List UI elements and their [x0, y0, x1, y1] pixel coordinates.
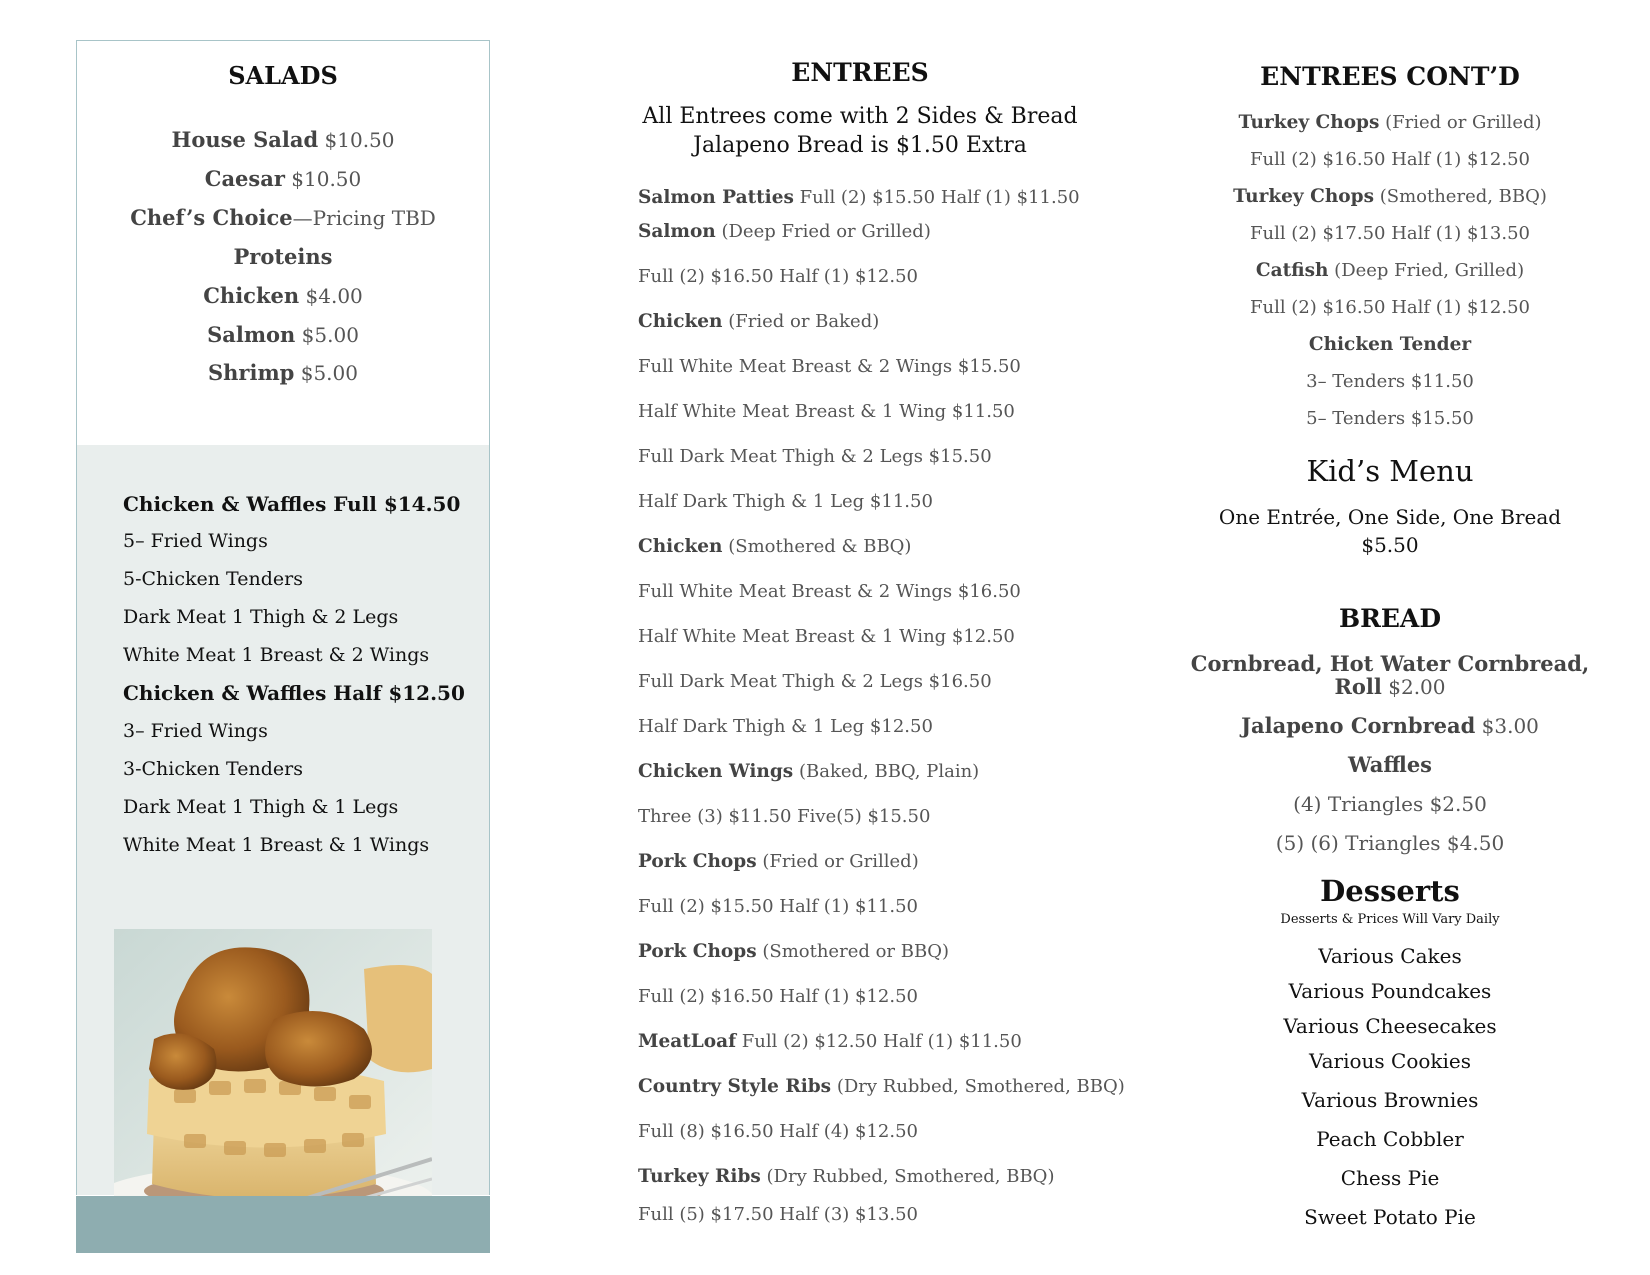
cw-half-heading: Chicken & Waffles Half $12.50	[123, 681, 465, 705]
bread-item-roll: Roll $2.00	[1334, 674, 1446, 699]
left-panel	[76, 40, 490, 1253]
entrees-contd-title: ENTREES CONT’D	[1260, 62, 1520, 91]
kids-menu-description: One Entrée, One Side, One Bread	[1218, 505, 1562, 529]
entree-line: Full (2) $16.50 Half (1) $12.50	[638, 986, 919, 1007]
dessert-item: Various Cookies	[1308, 1049, 1472, 1073]
salad-item-house: House Salad $10.50	[171, 127, 395, 152]
entree-contd-line: Turkey Chops (Smothered, BBQ)	[1233, 186, 1547, 207]
protein-chicken: Chicken $4.00	[203, 283, 363, 308]
entree-line: Half Dark Thigh & 1 Leg $12.50	[638, 716, 933, 737]
waffles-heading: Waffles	[1348, 752, 1432, 777]
entree-line: Half White Meat Breast & 1 Wing $11.50	[638, 401, 1015, 422]
cw-line: Dark Meat 1 Thigh & 1 Legs	[123, 796, 399, 818]
entree-line: Chicken (Smothered & BBQ)	[638, 536, 912, 557]
cw-line: 5– Fried Wings	[123, 530, 268, 552]
chicken-and-waffles-photo	[114, 929, 432, 1226]
bread-title: BREAD	[1338, 604, 1442, 633]
dessert-item: Peach Cobbler	[1316, 1127, 1464, 1151]
entree-line: Pork Chops (Fried or Grilled)	[638, 851, 919, 872]
dessert-item: Various Cakes	[1318, 944, 1462, 968]
entree-line: Country Style Ribs (Dry Rubbed, Smothered, BBQ)	[638, 1076, 1125, 1097]
desserts-note: Desserts & Prices Will Vary Daily	[1280, 912, 1500, 927]
entree-line: Turkey Ribs (Dry Rubbed, Smothered, BBQ)	[638, 1166, 1055, 1187]
entree-contd-line: Full (2) $16.50 Half (1) $12.50	[1249, 149, 1530, 170]
salad-item-chefs-choice: Chef’s Choice—Pricing TBD	[130, 205, 436, 230]
protein-shrimp: Shrimp $5.00	[207, 360, 358, 385]
entree-line: Full White Meat Breast & 2 Wings $15.50	[638, 356, 1021, 377]
entree-line: MeatLoaf Full (2) $12.50 Half (1) $11.50	[638, 1031, 1022, 1052]
entree-line: Full (5) $17.50 Half (3) $13.50	[638, 1204, 919, 1225]
entree-line: Full (2) $15.50 Half (1) $11.50	[638, 896, 919, 917]
entree-contd-line: Full (2) $17.50 Half (1) $13.50	[1249, 223, 1530, 244]
salad-proteins-heading: Proteins	[233, 244, 333, 269]
dessert-item: Chess Pie	[1340, 1166, 1440, 1190]
entrees-subtitle-sides: All Entrees come with 2 Sides & Bread	[642, 104, 1078, 129]
entree-line: Chicken Wings (Baked, BBQ, Plain)	[638, 761, 980, 782]
entrees-title: ENTREES	[791, 58, 929, 87]
dessert-item: Various Cheesecakes	[1283, 1014, 1497, 1038]
entree-line: Half Dark Thigh & 1 Leg $11.50	[638, 491, 933, 512]
kids-menu-price: $5.50	[1361, 533, 1419, 557]
cw-line: White Meat 1 Breast & 1 Wings	[123, 834, 430, 856]
entree-line: Half White Meat Breast & 1 Wing $12.50	[638, 626, 1015, 647]
waffles-option: (4) Triangles $2.50	[1293, 792, 1487, 816]
entree-line: Full (8) $16.50 Half (4) $12.50	[638, 1121, 919, 1142]
cw-line: 3-Chicken Tenders	[123, 758, 303, 780]
footer-band	[76, 1196, 490, 1253]
entree-contd-line: Full (2) $16.50 Half (1) $12.50	[1249, 297, 1530, 318]
bread-item-jalapeno: Jalapeno Cornbread $3.00	[1241, 713, 1539, 738]
protein-salmon: Salmon $5.00	[207, 322, 359, 347]
cw-line: 5-Chicken Tenders	[123, 568, 303, 590]
entree-line: Full (2) $16.50 Half (1) $12.50	[638, 266, 919, 287]
salads-section	[76, 40, 490, 446]
cw-line: Dark Meat 1 Thigh & 2 Legs	[123, 606, 399, 628]
cw-line: White Meat 1 Breast & 2 Wings	[123, 644, 430, 666]
entree-contd-line: 5– Tenders $15.50	[1306, 408, 1474, 429]
entree-line: Salmon (Deep Fried or Grilled)	[638, 221, 931, 242]
entree-line: Full Dark Meat Thigh & 2 Legs $15.50	[638, 446, 992, 467]
entree-line: Full Dark Meat Thigh & 2 Legs $16.50	[638, 671, 992, 692]
cw-full-heading: Chicken & Waffles Full $14.50	[123, 492, 461, 516]
entree-line: Salmon Patties Full (2) $15.50 Half (1) $11.50	[638, 187, 1080, 208]
waffles-option: (5) (6) Triangles $4.50	[1275, 831, 1505, 855]
dessert-item: Sweet Potato Pie	[1304, 1205, 1476, 1229]
dessert-item: Various Brownies	[1301, 1088, 1479, 1112]
entree-contd-line: Turkey Chops (Fried or Grilled)	[1238, 112, 1542, 133]
kids-menu-title: Kid’s Menu	[1306, 454, 1474, 488]
entree-line: Three (3) $11.50 Five(5) $15.50	[638, 806, 931, 827]
desserts-title: Desserts	[1320, 874, 1460, 908]
entree-line: Chicken (Fried or Baked)	[638, 311, 880, 332]
entrees-subtitle-jalapeno: Jalapeno Bread is $1.50 Extra	[693, 133, 1027, 158]
bread-item-cornbread: Cornbread, Hot Water Cornbread,	[1190, 651, 1590, 676]
entree-line: Full White Meat Breast & 2 Wings $16.50	[638, 581, 1021, 602]
cw-line: 3– Fried Wings	[123, 720, 268, 742]
entree-line: Pork Chops (Smothered or BBQ)	[638, 941, 949, 962]
salad-item-caesar: Caesar $10.50	[204, 166, 362, 191]
entree-contd-line: Catfish (Deep Fried, Grilled)	[1255, 260, 1525, 281]
dessert-item: Various Poundcakes	[1288, 979, 1492, 1003]
entree-contd-line: Chicken Tender	[1308, 334, 1472, 355]
chicken-waffles-section	[76, 445, 490, 1195]
salads-title: SALADS	[228, 61, 338, 90]
entree-contd-line: 3– Tenders $11.50	[1306, 371, 1474, 392]
